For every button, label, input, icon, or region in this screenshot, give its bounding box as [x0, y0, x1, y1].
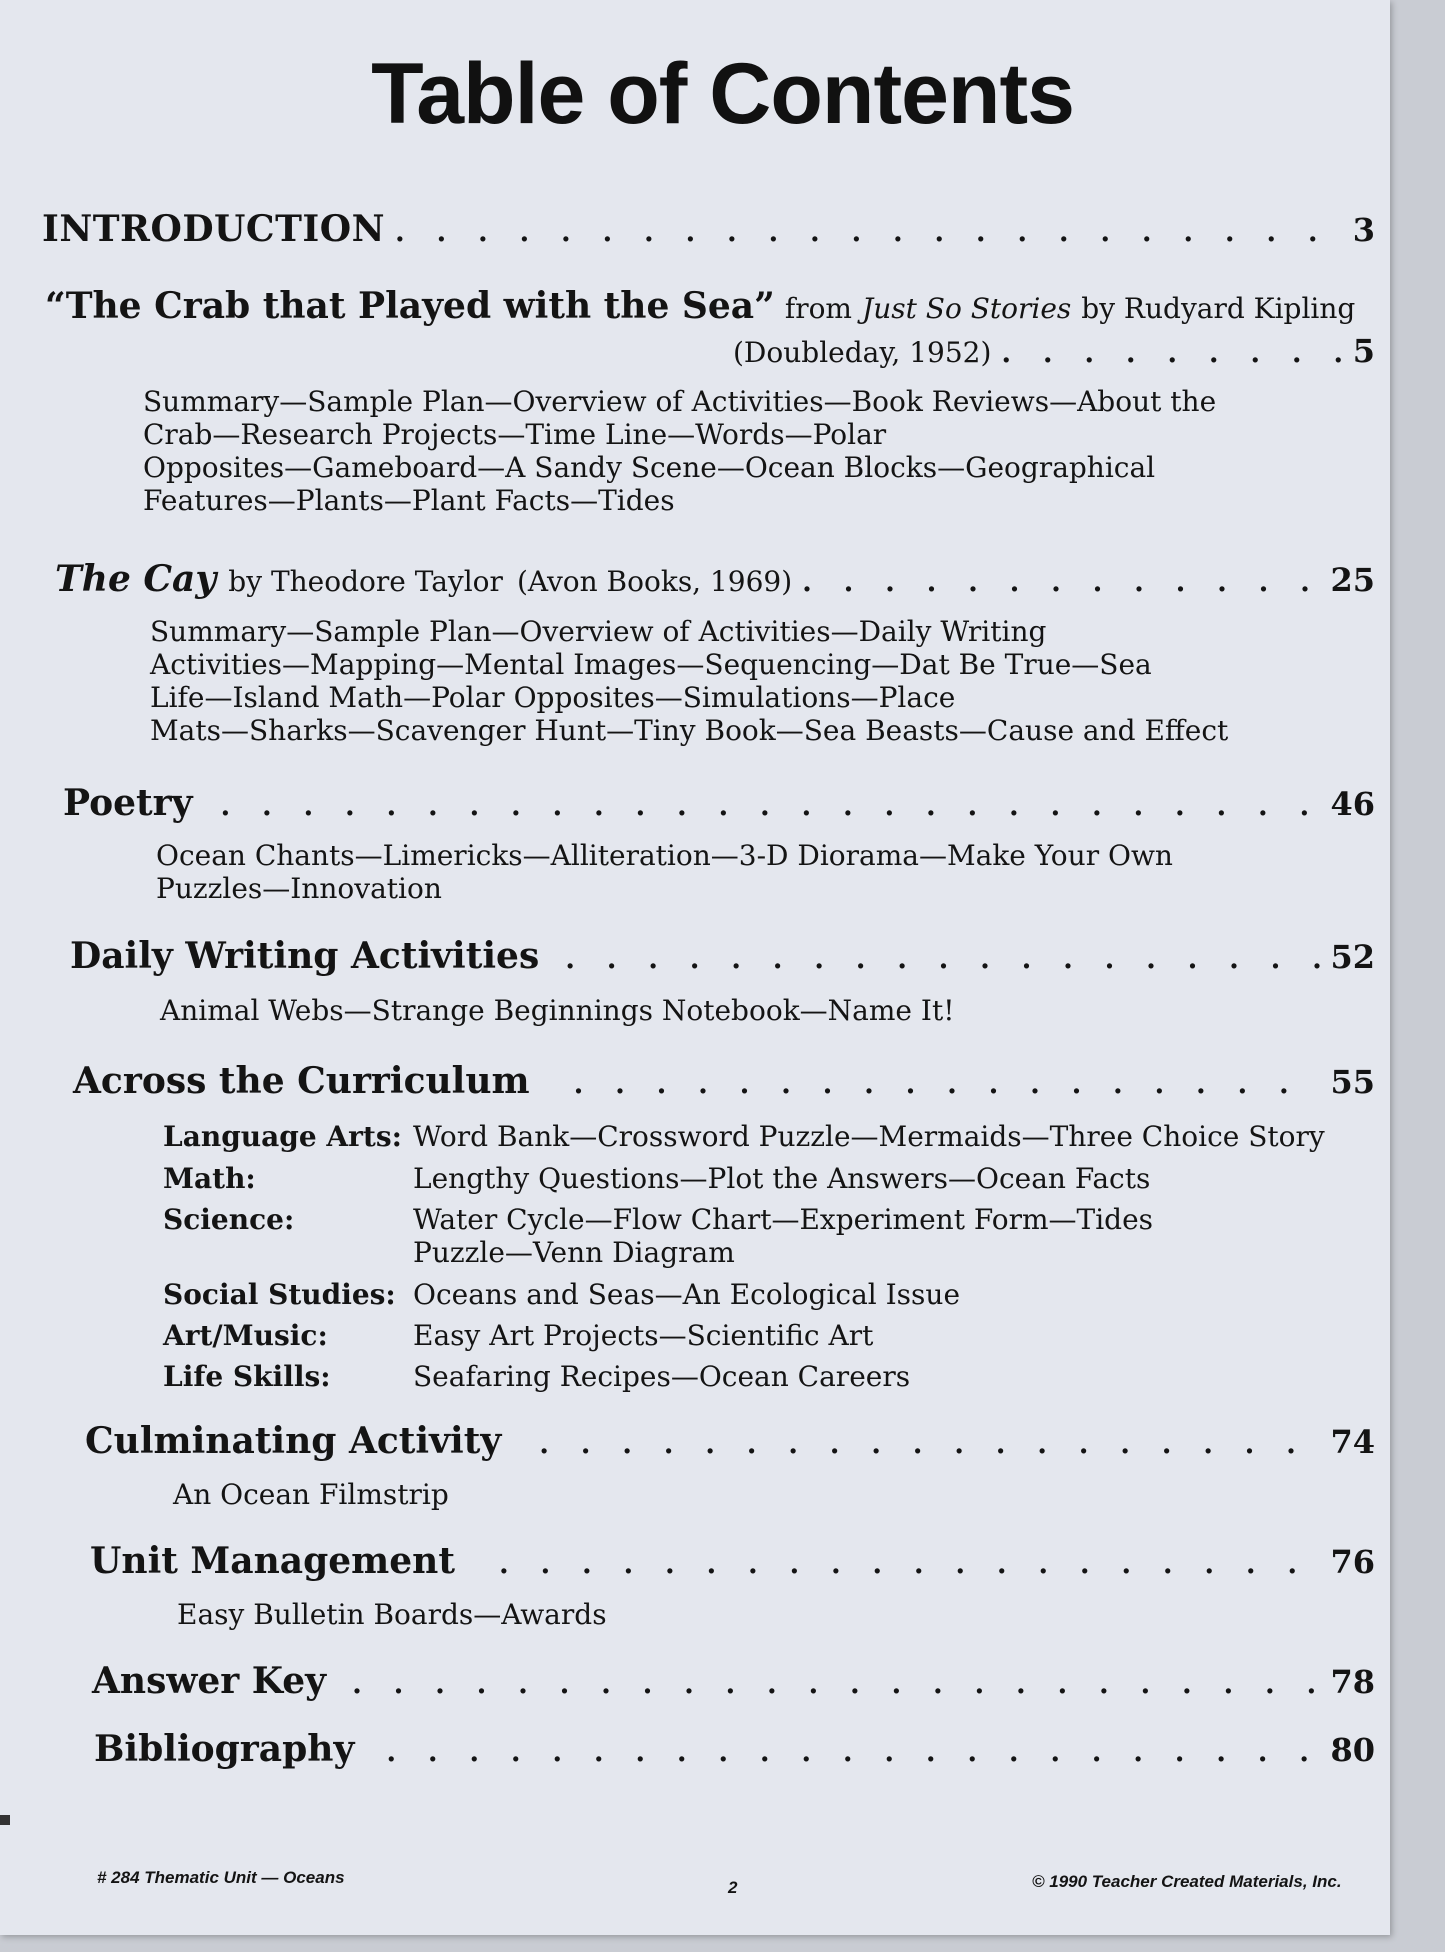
- entry-label: Bibliography: [94, 1728, 355, 1770]
- dot-leader: [221, 789, 1321, 822]
- subject-topics: Water Cycle—Flow Chart—Experiment Form—Tides Puzzle—Venn Diagram: [413, 1203, 1154, 1269]
- curriculum-subjects: [163, 1120, 1363, 1400]
- subject-topics: Oceans and Seas—An Ecological Issue: [413, 1278, 961, 1311]
- subtopic-line: Ocean Chants—Limericks—Alliteration—3-D Diorama—Make Your Own: [156, 839, 1173, 872]
- subject-topics: Word Bank—Crossword Puzzle—Mermaids—Three Choice Story: [413, 1120, 1325, 1153]
- dot-leader: [539, 1427, 1320, 1460]
- dot-leader: [565, 942, 1320, 975]
- entry-from: from: [784, 292, 852, 325]
- entry-label: Daily Writing Activities: [70, 935, 540, 977]
- entry-subtopics: [160, 994, 1360, 1027]
- entry-book-title: Just So Stories: [861, 292, 1072, 325]
- subtopic-line: Puzzles—Innovation: [156, 872, 442, 905]
- entry-author: by Theodore Taylor: [228, 565, 503, 598]
- entry-page: 76: [1330, 1543, 1375, 1581]
- entry-subtopics: [156, 839, 1356, 905]
- subtopic-line: Mats—Sharks—Scavenger Hunt—Tiny Book—Sea Beasts—Cause and Effect: [150, 714, 1229, 747]
- subtopic-line: Life—Island Math—Polar Opposites—Simulations—Place: [150, 681, 956, 714]
- subject-topics: Lengthy Questions—Plot the Answers—Ocean Facts: [413, 1162, 1151, 1195]
- entry-subtopics: [177, 1598, 1277, 1631]
- subtopic-line: An Ocean Filmstrip: [173, 1478, 449, 1511]
- entry-label: Answer Key: [92, 1660, 327, 1702]
- footer-copyright: © 1990 Teacher Created Materials, Inc.: [1032, 1872, 1342, 1891]
- footer-unit-label: # 284 Thematic Unit — Oceans: [97, 1868, 345, 1887]
- subject-language-arts: Language Arts:: [163, 1120, 402, 1153]
- entry-author: by Rudyard Kipling: [1081, 292, 1356, 325]
- dot-leader: [386, 1735, 1320, 1768]
- entry-page: 52: [1330, 938, 1375, 976]
- subtopic-line: Features—Plants—Plant Facts—Tides: [143, 484, 675, 517]
- toc-entry-unit-management: [90, 1540, 1375, 1582]
- entry-publisher: (Doubleday, 1952): [733, 336, 992, 369]
- toc-entry-introduction: [42, 208, 1375, 250]
- scan-edge-mark: [0, 1815, 10, 1825]
- dot-leader: [395, 215, 1343, 248]
- subtopic-line: Summary—Sample Plan—Overview of Activities—Book Reviews—About the: [143, 385, 1217, 418]
- entry-subtopics: [173, 1478, 1273, 1511]
- dot-leader: [1001, 336, 1342, 369]
- entry-page: 46: [1330, 785, 1375, 823]
- entry-page: 74: [1330, 1423, 1375, 1461]
- entry-label: Culminating Activity: [85, 1420, 502, 1462]
- subtopic-line: Summary—Sample Plan—Overview of Activities—Daily Writing: [150, 615, 1047, 648]
- toc-entry-crab: [733, 332, 1375, 370]
- toc-entry-answer-key: [92, 1660, 1375, 1702]
- entry-subtopics: [143, 385, 1343, 517]
- subtopic-line: Easy Bulletin Boards—Awards: [177, 1598, 607, 1631]
- toc-entry-daily-writing: [70, 935, 1375, 977]
- entry-page: 5: [1352, 332, 1375, 370]
- toc-entry-culminating-activity: [85, 1420, 1375, 1462]
- subtopic-line: Animal Webs—Strange Beginnings Notebook—Name It!: [160, 994, 955, 1027]
- entry-label: Unit Management: [90, 1540, 455, 1582]
- dot-leader: [352, 1667, 1320, 1700]
- page-title: Table of Contents: [371, 46, 1074, 142]
- subject-topics: Easy Art Projects—Scientific Art: [413, 1319, 874, 1352]
- subject-life-skills: Life Skills:: [163, 1360, 331, 1393]
- entry-page: 80: [1330, 1731, 1375, 1769]
- subtopic-line: Activities—Mapping—Mental Images—Sequencing—Dat Be True—Sea: [150, 648, 1152, 681]
- entry-page: 78: [1330, 1663, 1375, 1701]
- entry-label: Poetry: [63, 782, 193, 824]
- toc-entry-bibliography: [94, 1728, 1375, 1770]
- entry-publisher: (Avon Books, 1969): [516, 565, 793, 598]
- entry-label: Across the Curriculum: [73, 1060, 530, 1102]
- entry-page: 3: [1352, 211, 1375, 249]
- entry-label: “The Crab that Played with the Sea”: [45, 285, 775, 327]
- footer-page-number: 2: [728, 1878, 738, 1897]
- entry-label: INTRODUCTION: [42, 208, 385, 250]
- dot-leader: [574, 1067, 1321, 1100]
- subject-math: Math:: [163, 1162, 256, 1195]
- subtopic-line: Opposites—Gameboard—A Sandy Scene—Ocean Blocks—Geographical: [143, 451, 1156, 484]
- dot-leader: [499, 1547, 1321, 1580]
- subject-topics: Seafaring Recipes—Ocean Careers: [413, 1360, 911, 1393]
- entry-label: The Cay: [55, 558, 217, 600]
- subject-art-music: Art/Music:: [163, 1319, 328, 1352]
- toc-entry-across-curriculum: [73, 1060, 1375, 1102]
- subject-science: Science:: [163, 1203, 295, 1236]
- toc-entry-crab-title: [45, 285, 1356, 327]
- subject-social-studies: Social Studies:: [163, 1278, 396, 1311]
- toc-entry-poetry: [63, 782, 1375, 824]
- subtopic-line: Crab—Research Projects—Time Line—Words—Polar: [143, 418, 887, 451]
- entry-page: 55: [1330, 1063, 1375, 1101]
- entry-subtopics: [150, 615, 1350, 747]
- entry-page: 25: [1330, 561, 1375, 599]
- dot-leader: [802, 565, 1320, 598]
- toc-entry-the-cay: [55, 558, 1375, 600]
